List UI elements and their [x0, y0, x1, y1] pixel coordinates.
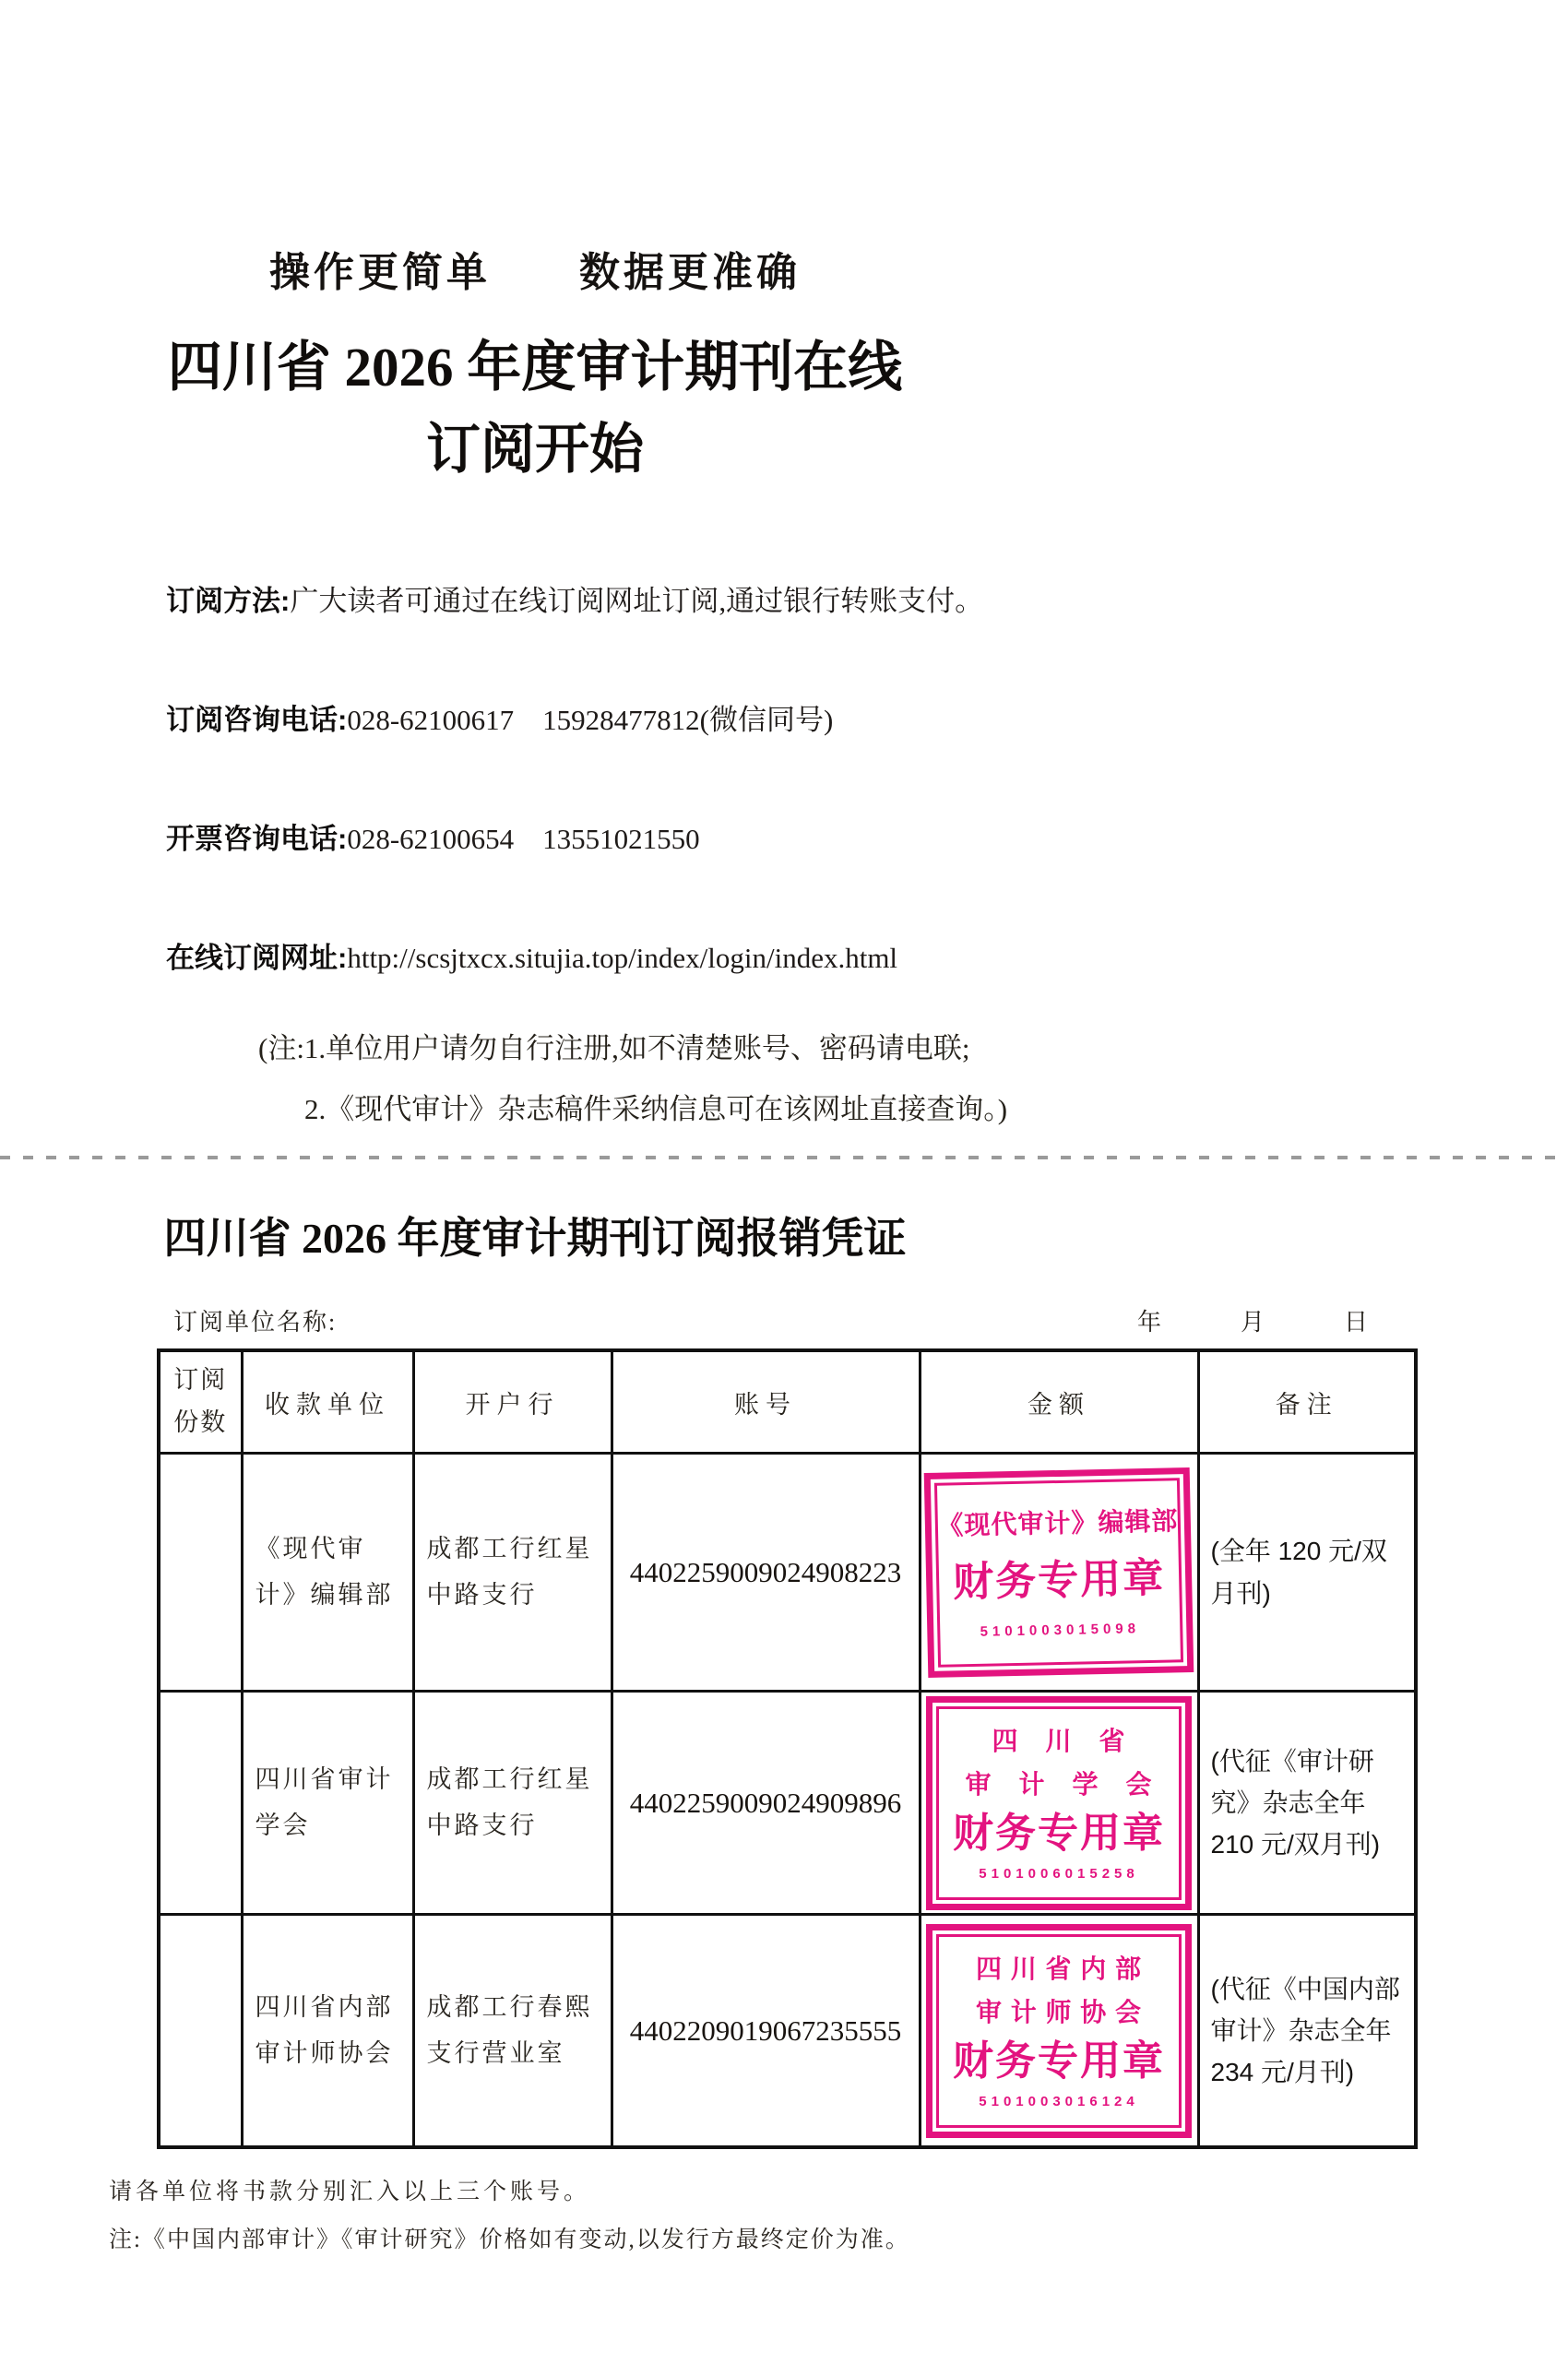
unit-name-label: 订阅单位名称:: [173, 1308, 338, 1336]
stamp-org-name-line2: 审 计 学 会: [965, 1770, 1153, 1800]
copies-cell: [159, 1692, 242, 1915]
invoice-phone-label: 开票咨询电话:: [166, 823, 348, 855]
footnote-price-notice: 注:《中国内部审计》《审计研究》价格如有变动,以发行方最终定价为准。: [109, 2227, 910, 2252]
date-label: 年 月 日: [1136, 1308, 1370, 1336]
payee-cell: 《现代审计》编辑部: [242, 1454, 413, 1692]
finance-stamp: [926, 1696, 1192, 1910]
finance-stamp-inner: [936, 1706, 1182, 1900]
stamp-org-name-line1: 四 川 省 内 部: [975, 1954, 1143, 1983]
bank-cell: 成都工行红星中路支行: [413, 1692, 612, 1915]
table-row: [159, 1915, 1416, 2147]
copies-cell: [159, 1915, 242, 2147]
bank-cell: 成都工行红星中路支行: [413, 1454, 612, 1692]
subscription-method-line: [109, 558, 1070, 644]
stamp-org-name-line1: 四 川 省: [992, 1726, 1126, 1755]
subscription-method-label: 订阅方法:: [166, 585, 291, 617]
header-payee: 收款单位: [242, 1350, 413, 1454]
main-title-line1: 四川省 2026 年度审计期刊在线: [167, 337, 903, 398]
invoice-phone-value: 028-62100654 13551021550: [347, 823, 700, 855]
voucher-title: 四川省 2026 年度审计期刊订阅报销凭证: [163, 1215, 907, 1262]
finance-stamp-inner: [936, 1934, 1182, 2128]
subscription-method-value: 广大读者可通过在线订阅网址订阅,通过银行转账支付。: [290, 585, 984, 617]
subscription-url-line: [109, 915, 1070, 1001]
table-row: [159, 1454, 1416, 1692]
header-account: 账号: [612, 1350, 920, 1454]
stamp-seal-label: 财务专用章: [953, 1810, 1165, 1856]
amount-cell: [920, 1692, 1198, 1915]
footnote-remittance: 请各单位将书款分别汇入以上三个账号。: [109, 2179, 591, 2204]
remark-cell: (代征《中国内部审计》杂志全年 234 元/月刊): [1198, 1915, 1416, 2147]
copies-cell: [159, 1454, 242, 1692]
main-title: [0, 327, 1070, 490]
stamp-seal-label: 财务专用章: [953, 2037, 1165, 2084]
remark-cell: (全年 120 元/双月刊): [1198, 1454, 1416, 1692]
subscription-phone-label: 订阅咨询电话:: [166, 704, 348, 736]
main-title-line2: 订阅开始: [425, 418, 644, 480]
stamp-seal-label: 财务专用章: [952, 1555, 1166, 1606]
dashed-divider: [0, 1156, 1568, 1159]
note-line1: (注:1.单位用户请勿自行注册,如不清楚账号、密码请电联;: [258, 1032, 970, 1064]
table-header-row: [159, 1350, 1416, 1454]
subscription-info: [109, 558, 1070, 1001]
bank-cell: 成都工行春熙支行营业室: [413, 1915, 612, 2147]
payee-cell: 四川省审计学会: [242, 1692, 413, 1915]
subscription-url-value: http://scsjtxcx.situjia.top/index/login/index.html: [347, 942, 898, 974]
notes: [258, 1034, 1070, 1123]
finance-stamp-inner: [934, 1478, 1183, 1668]
subscription-phone-line: [109, 677, 1070, 763]
header-copies: 订阅份数: [159, 1350, 242, 1454]
stamp-serial: 5101003016124: [979, 2093, 1139, 2109]
header-bank: 开户行: [413, 1350, 612, 1454]
slogan: 操作更简单 数据更准确: [269, 250, 801, 295]
voucher-meta-row: [157, 1303, 1414, 1337]
document-page: [0, 250, 1568, 2364]
voucher-table: [157, 1348, 1418, 2149]
header-remark: 备注: [1198, 1350, 1416, 1454]
stamp-serial: 5101003015098: [980, 1620, 1141, 1640]
payee-cell: 四川省内部审计师协会: [242, 1915, 413, 2147]
stamp-serial: 5101006015258: [979, 1865, 1139, 1882]
finance-stamp: [926, 1924, 1192, 2138]
account-cell: 4402209019067235555: [612, 1915, 920, 2147]
invoice-phone-line: [109, 796, 1070, 882]
stamp-org-name-line2: 审 计 师 协 会: [975, 1998, 1143, 2027]
subscription-url-label: 在线订阅网址:: [166, 942, 348, 974]
account-cell: 4402259009024909896: [612, 1692, 920, 1915]
note-line2: 2.《现代审计》杂志稿件采纳信息可在该网址直接查询。): [304, 1093, 1008, 1125]
header-amount: 金额: [920, 1350, 1198, 1454]
stamp-org-name: 《现代审计》编辑部: [937, 1506, 1179, 1540]
account-cell: 4402259009024908223: [612, 1454, 920, 1692]
remark-cell: (代征《审计研究》杂志全年 210 元/双月刊): [1198, 1692, 1416, 1915]
subscription-phone-value: 028-62100617 15928477812(微信同号): [347, 704, 834, 736]
announcement-section: [0, 250, 1070, 1125]
finance-stamp: [924, 1467, 1194, 1678]
amount-cell: [920, 1454, 1198, 1692]
amount-cell: [920, 1915, 1198, 2147]
table-row: [159, 1692, 1416, 1915]
